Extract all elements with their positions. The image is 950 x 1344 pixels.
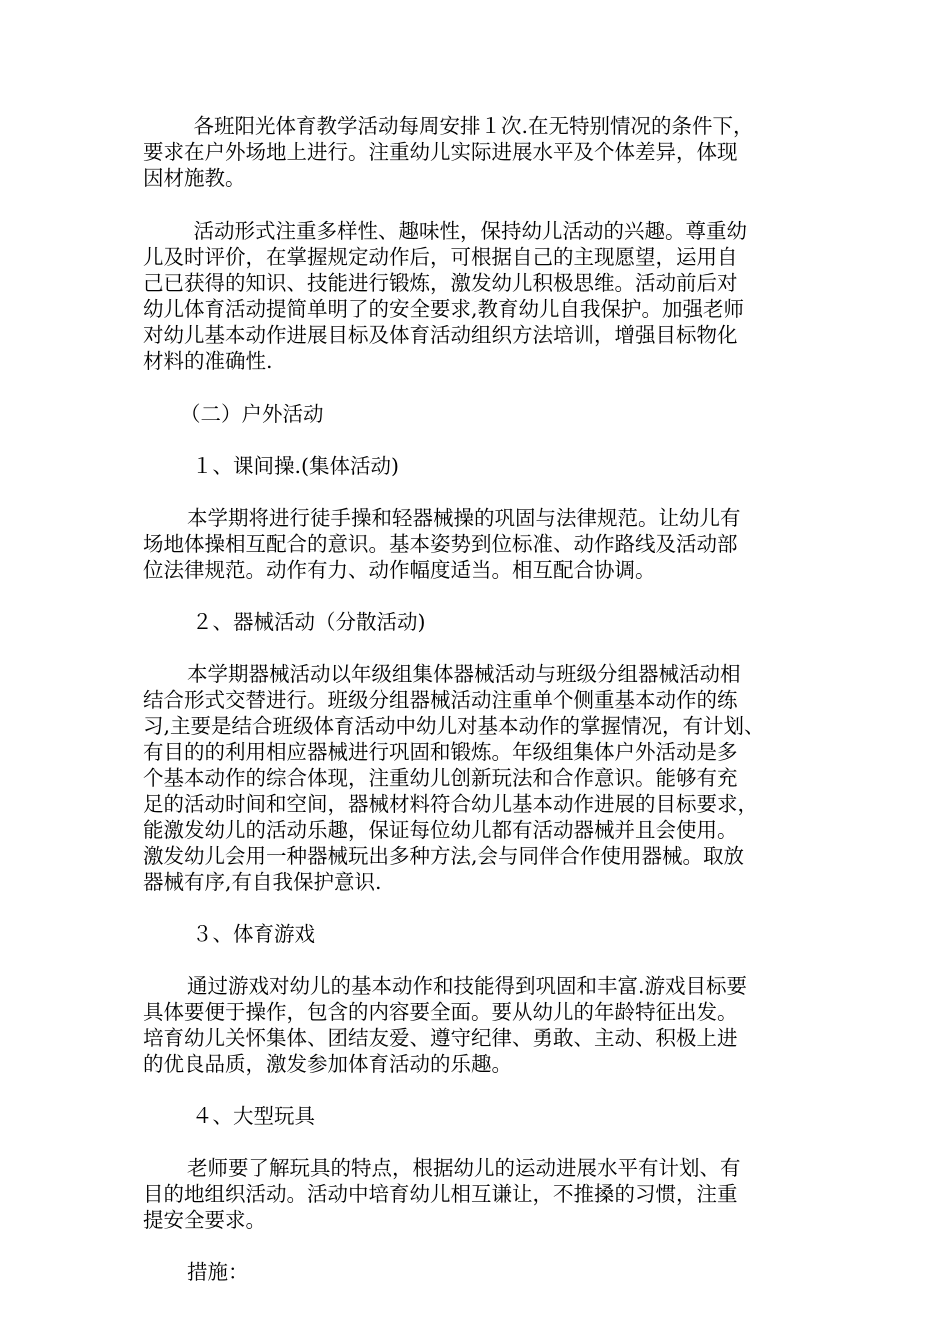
- heading-text: １、课间操.(集体活动): [192, 454, 400, 478]
- text-line: 习,主要是结合班级体育活动中幼儿对基本动作的掌握情况，有计划、: [143, 714, 765, 738]
- heading-text: （二）户外活动: [180, 402, 324, 426]
- text-line: 材料的准确性.: [143, 349, 273, 373]
- text-line: 要求在户外场地上进行。注重幼儿实际进展水平及个体差异，体现: [143, 140, 738, 164]
- text-line: 激发幼儿会用一种器械玩出多种方法,会与同伴合作使用器械。取放: [143, 844, 745, 868]
- text-line: 结合形式交替进行。班级分组器械活动注重单个侧重基本动作的练: [143, 688, 738, 712]
- text-line: 培育幼儿关怀集体、团结友爱、遵守纪律、勇敢、主动、积极上进: [143, 1026, 738, 1050]
- text-line: 老师要了解玩具的特点，根据幼儿的运动进展水平有计划、有: [187, 1156, 741, 1180]
- text-line: 有目的的利用相应器械进行巩固和锻炼。年级组集体户外活动是多: [143, 740, 738, 764]
- text-line: 措施：: [187, 1260, 249, 1284]
- text-line: 通过游戏对幼儿的基本动作和技能得到巩固和丰富.游戏目标要: [187, 974, 748, 998]
- text-line: 本学期将进行徒手操和轻器械操的巩固与法律规范。让幼儿有: [187, 506, 741, 530]
- text-line: 提安全要求。: [143, 1208, 266, 1232]
- text-line: 幼儿体育活动提简单明了的安全要求,教育幼儿自我保护。加强老师: [143, 297, 745, 321]
- text-line: 因材施教。: [143, 166, 246, 190]
- text-line: 器械有序,有自我保护意识.: [143, 870, 382, 894]
- subheading-games: [143, 921, 823, 947]
- measures-label: [143, 1259, 823, 1285]
- heading-text: ４、大型玩具: [192, 1104, 315, 1128]
- text-line: 位法律规范。动作有力、动作幅度适当。相互配合协调。: [143, 558, 656, 582]
- text-line: 对幼儿基本动作进展目标及体育活动组织方法培训，增强目标物化: [143, 323, 738, 347]
- paragraph-toys: [143, 1155, 823, 1233]
- text-line: 能激发幼儿的活动乐趣，保证每位幼儿都有活动器械并且会使用。: [143, 818, 738, 842]
- paragraph-exercise: [143, 505, 823, 583]
- text-line: 场地体操相互配合的意识。基本姿势到位标准、动作路线及活动部: [143, 532, 738, 556]
- text-line: 个基本动作的综合体现，注重幼儿创新玩法和合作意识。能够有充: [143, 766, 738, 790]
- text-line: 活动形式注重多样性、趣味性，保持幼儿活动的兴趣。尊重幼: [173, 219, 747, 243]
- document-body: [143, 113, 823, 1285]
- text-line: 本学期器械活动以年级组集体器械活动与班级分组器械活动相: [187, 662, 741, 686]
- text-line: 足的活动时间和空间，器械材料符合幼儿基本动作进展的目标要求，: [143, 792, 758, 816]
- text-line: 的优良品质，激发参加体育活动的乐趣。: [143, 1052, 512, 1076]
- text-line: 各班阳光体育教学活动每周安排１次.在无特别情况的条件下，: [173, 114, 754, 138]
- subheading-toys: [143, 1103, 823, 1129]
- heading-text: ３、体育游戏: [192, 922, 315, 946]
- paragraph-equipment: [143, 661, 823, 895]
- text-line: 己已获得的知识、技能进行锻炼，激发幼儿积极思维。活动前后对: [143, 271, 738, 295]
- subheading-exercise: [143, 453, 823, 479]
- paragraph-games: [143, 973, 823, 1077]
- section-heading-outdoor: [143, 401, 823, 427]
- heading-text: ２、器械活动（分散活动): [192, 610, 426, 634]
- subheading-equipment: [143, 609, 823, 635]
- text-line: 具体要便于操作，包含的内容要全面。要从幼儿的年龄特征出发。: [143, 1000, 738, 1024]
- text-line: 儿及时评价，在掌握规定动作后，可根据自己的主现愿望，运用自: [143, 245, 738, 269]
- paragraph-schedule: [143, 113, 823, 191]
- paragraph-activity-forms: [143, 218, 823, 374]
- text-line: 目的地组织活动。活动中培育幼儿相互谦让，不推搡的习惯，注重: [143, 1182, 738, 1206]
